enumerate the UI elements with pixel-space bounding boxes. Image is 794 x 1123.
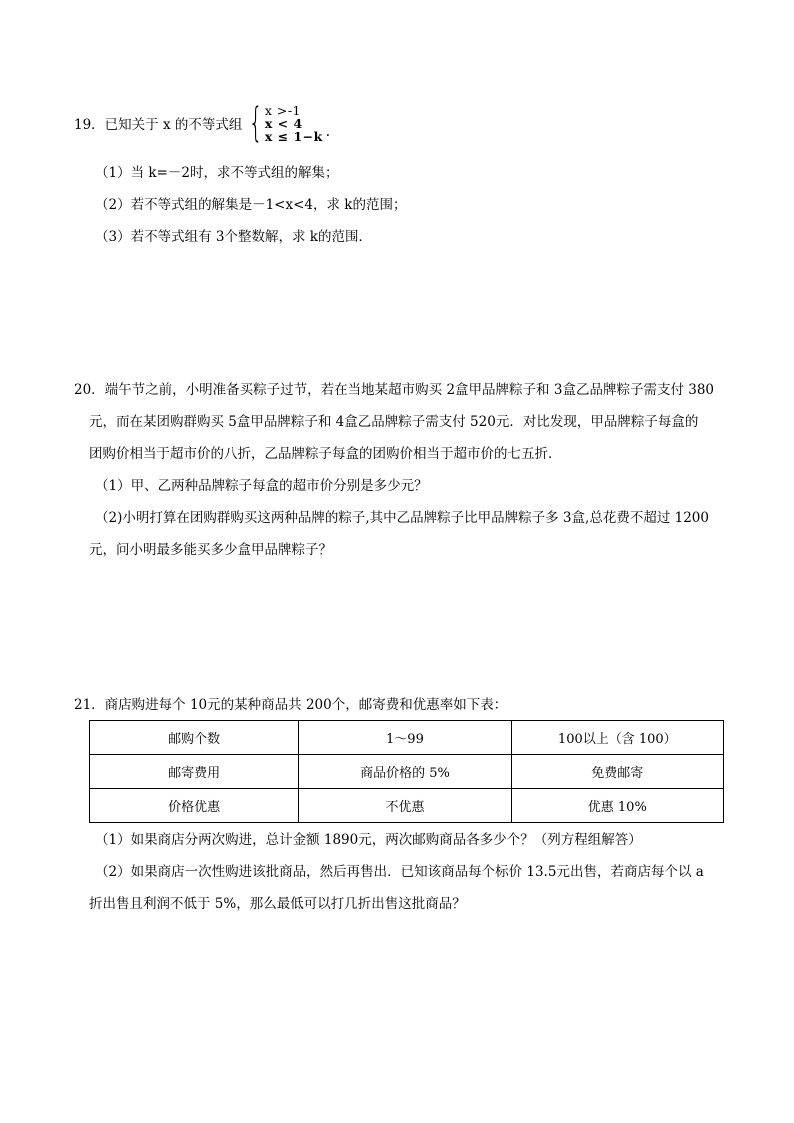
- table-cell: 100以上（含 100）: [511, 721, 723, 755]
- q19-stem: [74, 102, 330, 144]
- q20-line-1: 20．端午节之前，小明准备买粽子过节，若在当地某超市购买 2盒甲品牌粽子和 3盒乙品牌粽子需支付 380: [74, 382, 714, 398]
- q20-line-3: 团购价相当于超市价的八折，乙品牌粽子每盒的团购价相当于超市价的七五折．: [89, 446, 562, 462]
- q19-sub-2: （2）若不等式组的解集是－1<x<4，求 k的范围；: [95, 197, 407, 213]
- q20-sub-2: （2)小明打算在团购群购买这两种品牌的粽子,其中乙品牌粽子比甲品牌粽子多 3盒,总花费不超过 1200: [95, 510, 709, 526]
- q19-sub-3: （3）若不等式组有 3个整数解，求 k的范围．: [95, 229, 372, 245]
- q21-stem: 21．商店购进每个 10元的某种商品共 200个，邮寄费和优惠率如下表：: [74, 697, 508, 713]
- q21-sub-2: （2）如果商店一次性购进该批商品，然后再售出．已知该商品每个标价 13.5元出售，若商店每个以 a: [95, 864, 704, 880]
- q21-sub-1: （1）如果商店分两次购进，总计金额 1890元，两次邮购商品各多少个？（列方程组解答）: [95, 832, 642, 848]
- table-cell: 价格优惠: [90, 789, 299, 823]
- table-cell: 1～99: [299, 721, 511, 755]
- table-row: [90, 721, 724, 755]
- inequality-system: [243, 100, 323, 146]
- inequality-list: [265, 104, 323, 143]
- shipping-discount-table: [89, 720, 724, 823]
- inequality-3: x ≤ 1−k: [264, 128, 323, 144]
- table-cell: 商品价格的 5%: [299, 755, 511, 789]
- inequality-1: x >-1: [264, 102, 302, 118]
- table-row: [90, 789, 724, 823]
- q19-sub-1: （1）当 k=－2时，求不等式组的解集；: [95, 165, 339, 181]
- inequality-2: x < 4: [264, 115, 303, 131]
- table-cell: 邮购个数: [90, 721, 299, 755]
- q19-period: .: [325, 124, 331, 140]
- q20-sub-1: （1）甲、乙两种品牌粽子每盒的超市价分别是多少元？: [95, 478, 428, 494]
- q20-line-6: 元，问小明最多能买多少盒甲品牌粽子？: [89, 542, 332, 558]
- q21-line-3: 折出售且利润不低于 5%，那么最低可以打几折出售这批商品？: [89, 896, 466, 912]
- table-cell: 邮寄费用: [90, 755, 299, 789]
- table-cell: 免费邮寄: [511, 755, 723, 789]
- q19-stem-text: 19．已知关于 x 的不等式组: [74, 117, 243, 133]
- table-cell: 不优惠: [299, 789, 511, 823]
- table-row: [90, 755, 724, 789]
- q20-line-2: 元，而在某团购群购买 5盒甲品牌粽子和 4盒乙品牌粽子需支付 520元．对比发现，甲品牌粽子每盒的: [89, 414, 699, 430]
- left-brace: {: [249, 100, 264, 146]
- table-cell: 优惠 10%: [511, 789, 723, 823]
